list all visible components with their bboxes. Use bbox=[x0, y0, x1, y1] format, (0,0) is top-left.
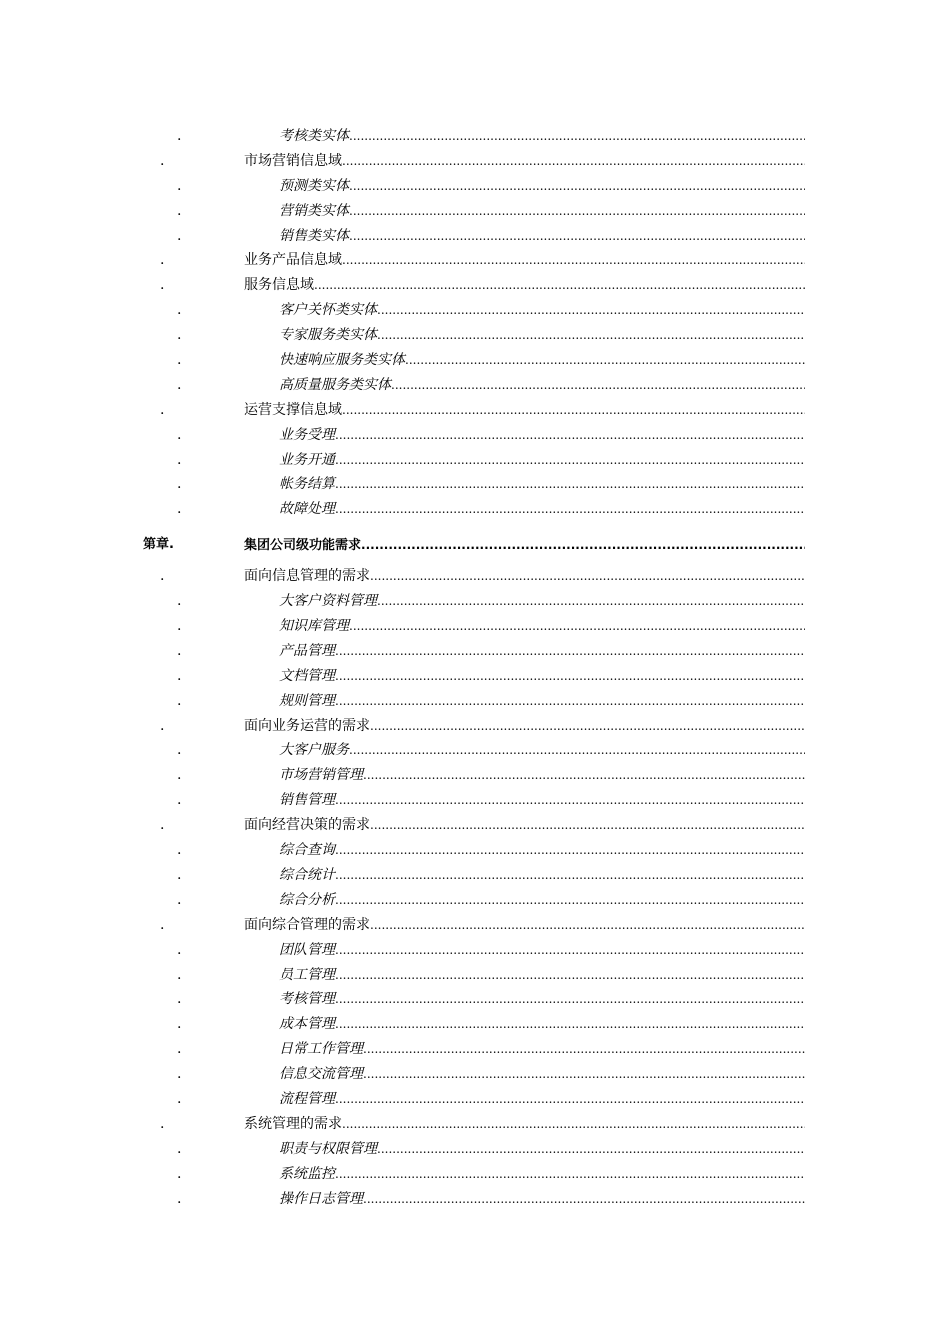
toc-subsection-entry[interactable] bbox=[0, 448, 950, 473]
toc-subsection-entry[interactable] bbox=[0, 423, 950, 448]
toc-entry-title: 成本管理 bbox=[279, 1016, 335, 1033]
toc-dot-leader bbox=[370, 564, 805, 589]
toc-subsection-entry[interactable] bbox=[0, 1012, 950, 1037]
toc-entry-title: 考核管理 bbox=[279, 991, 335, 1008]
toc-entry-number: . bbox=[160, 252, 165, 269]
toc-entry-number: . bbox=[177, 642, 182, 659]
toc-entry-title: 大客户资料管理 bbox=[279, 593, 377, 610]
toc-entry-title: 专家服务类实体 bbox=[279, 327, 377, 344]
toc-dot-leader bbox=[342, 149, 805, 174]
toc-entry-title: 面向综合管理的需求 bbox=[244, 916, 370, 933]
toc-entry-number: . bbox=[177, 327, 182, 344]
toc-subsection-entry[interactable] bbox=[0, 863, 950, 888]
toc-entry-number: . bbox=[177, 618, 182, 635]
table-of-contents bbox=[0, 124, 950, 1211]
toc-dot-leader bbox=[335, 497, 805, 522]
toc-dot-leader bbox=[363, 763, 805, 788]
toc-entry-number: . bbox=[160, 717, 165, 734]
toc-dot-leader bbox=[335, 963, 805, 988]
toc-entry-title: 日常工作管理 bbox=[279, 1041, 363, 1058]
toc-entry-title: 流程管理 bbox=[279, 1090, 335, 1107]
toc-entry-line bbox=[279, 987, 805, 1012]
toc-entry-title: 职责与权限管理 bbox=[279, 1140, 377, 1157]
toc-entry-line bbox=[244, 149, 805, 174]
toc-subsection-entry[interactable] bbox=[0, 497, 950, 522]
toc-entry-title: 市场营销管理 bbox=[279, 767, 363, 784]
toc-entry-line bbox=[279, 838, 805, 863]
toc-entry-number: . bbox=[160, 152, 165, 169]
toc-dot-leader bbox=[405, 348, 805, 373]
toc-subsection-entry[interactable] bbox=[0, 838, 950, 863]
toc-dot-leader bbox=[349, 174, 805, 199]
toc-entry-line bbox=[279, 423, 805, 448]
toc-entry-number: 第章. bbox=[143, 537, 174, 553]
toc-entry-number: . bbox=[160, 1115, 165, 1132]
toc-entry-line bbox=[279, 863, 805, 888]
toc-entry-line bbox=[279, 763, 805, 788]
toc-dot-leader bbox=[335, 938, 805, 963]
toc-entry-line bbox=[279, 689, 805, 714]
toc-entry-line bbox=[279, 298, 805, 323]
toc-dot-leader bbox=[391, 373, 805, 398]
toc-subsection-entry[interactable] bbox=[0, 689, 950, 714]
toc-entry-line bbox=[279, 1087, 805, 1112]
toc-entry-number: . bbox=[177, 1190, 182, 1207]
toc-entry-line bbox=[279, 888, 805, 913]
toc-dot-leader bbox=[314, 273, 805, 298]
toc-subsection-entry[interactable] bbox=[0, 763, 950, 788]
toc-dot-leader bbox=[335, 448, 805, 473]
toc-dot-leader bbox=[377, 1137, 805, 1162]
toc-entry-line bbox=[279, 1012, 805, 1037]
toc-entry-line bbox=[279, 124, 805, 149]
toc-entry-title: 服务信息域 bbox=[244, 277, 314, 294]
toc-dot-leader bbox=[335, 888, 805, 913]
toc-dot-leader bbox=[377, 323, 805, 348]
toc-dot-leader bbox=[335, 1012, 805, 1037]
toc-entry-line bbox=[279, 1162, 805, 1187]
toc-entry-title: 面向业务运营的需求 bbox=[244, 717, 370, 734]
toc-dot-leader bbox=[363, 1187, 805, 1212]
toc-entry-line bbox=[244, 273, 805, 298]
toc-dot-leader bbox=[335, 423, 805, 448]
toc-entry-line bbox=[279, 348, 805, 373]
toc-entry-title: 考核类实体 bbox=[279, 128, 349, 144]
toc-entry-number: . bbox=[177, 501, 182, 518]
toc-dot-leader bbox=[349, 614, 805, 639]
toc-dot-leader bbox=[335, 472, 805, 497]
toc-subsection-entry[interactable] bbox=[0, 1037, 950, 1062]
toc-entry-title: 市场营销信息域 bbox=[244, 152, 342, 169]
toc-entry-title: 快速响应服务类实体 bbox=[279, 352, 405, 369]
toc-dot-leader bbox=[335, 838, 805, 863]
toc-entry-title: 客户关怀类实体 bbox=[279, 302, 377, 319]
toc-entry-title: 面向经营决策的需求 bbox=[244, 817, 370, 834]
toc-subsection-entry[interactable] bbox=[0, 199, 950, 224]
toc-entry-line bbox=[279, 224, 805, 249]
toc-entry-number: . bbox=[177, 227, 182, 244]
toc-section-entry[interactable] bbox=[0, 813, 950, 838]
toc-entry-number: . bbox=[177, 426, 182, 443]
toc-entry-number: . bbox=[177, 352, 182, 369]
toc-dot-leader bbox=[342, 248, 805, 273]
toc-subsection-entry[interactable] bbox=[0, 738, 950, 763]
toc-dot-leader bbox=[335, 689, 805, 714]
toc-entry-number: . bbox=[177, 1066, 182, 1083]
toc-entry-title: 团队管理 bbox=[279, 941, 335, 958]
toc-entry-number: . bbox=[177, 302, 182, 319]
toc-entry-title: 操作日志管理 bbox=[279, 1190, 363, 1207]
toc-entry-title: 文档管理 bbox=[279, 667, 335, 684]
toc-subsection-entry[interactable] bbox=[0, 1162, 950, 1187]
toc-dot-leader bbox=[349, 224, 805, 249]
toc-subsection-entry[interactable] bbox=[0, 1137, 950, 1162]
toc-entry-number: . bbox=[177, 128, 182, 144]
toc-entry-title: 面向信息管理的需求 bbox=[244, 568, 370, 585]
toc-entry-number: . bbox=[177, 742, 182, 759]
toc-entry-line bbox=[279, 199, 805, 224]
toc-dot-leader bbox=[349, 124, 805, 149]
toc-subsection-entry[interactable] bbox=[0, 664, 950, 689]
toc-subsection-entry[interactable] bbox=[0, 788, 950, 813]
toc-entry-line bbox=[279, 497, 805, 522]
toc-entry-title: 销售管理 bbox=[279, 792, 335, 809]
toc-chapter-entry[interactable] bbox=[0, 528, 950, 562]
toc-subsection-entry[interactable] bbox=[0, 938, 950, 963]
toc-entry-number: . bbox=[177, 792, 182, 809]
toc-subsection-entry[interactable] bbox=[0, 348, 950, 373]
toc-entry-title: 预测类实体 bbox=[279, 177, 349, 194]
toc-entry-number: . bbox=[177, 692, 182, 709]
toc-section-entry[interactable] bbox=[0, 248, 950, 273]
toc-entry-line bbox=[279, 1187, 805, 1212]
toc-dot-leader bbox=[335, 639, 805, 664]
toc-entry-line bbox=[244, 813, 805, 838]
toc-dot-leader bbox=[335, 664, 805, 689]
toc-dot-leader bbox=[342, 398, 805, 423]
toc-entry-title: 综合查询 bbox=[279, 842, 335, 859]
toc-entry-title: 系统监控 bbox=[279, 1165, 335, 1182]
toc-entry-title: 运营支撑信息域 bbox=[244, 401, 342, 418]
toc-entry-title: 销售类实体 bbox=[279, 227, 349, 244]
toc-dot-leader bbox=[335, 788, 805, 813]
toc-subsection-entry[interactable] bbox=[0, 373, 950, 398]
toc-entry-title: 系统管理的需求 bbox=[244, 1115, 342, 1132]
toc-entry-number: . bbox=[177, 891, 182, 908]
toc-entry-number: . bbox=[177, 593, 182, 610]
toc-dot-leader bbox=[335, 863, 805, 888]
toc-subsection-entry[interactable] bbox=[0, 987, 950, 1012]
toc-entry-line bbox=[279, 448, 805, 473]
toc-subsection-entry[interactable] bbox=[0, 124, 950, 149]
toc-entry-title: 信息交流管理 bbox=[279, 1066, 363, 1083]
toc-entry-number: . bbox=[177, 941, 182, 958]
toc-entry-title: 集团公司级功能需求 bbox=[244, 538, 362, 554]
toc-entry-number: . bbox=[177, 1041, 182, 1058]
toc-entry-line bbox=[279, 788, 805, 813]
toc-subsection-entry[interactable] bbox=[0, 1087, 950, 1112]
toc-entry-title: 知识库管理 bbox=[279, 618, 349, 635]
toc-entry-title: 员工管理 bbox=[279, 966, 335, 983]
toc-dot-leader bbox=[335, 1087, 805, 1112]
toc-dot-leader bbox=[377, 589, 805, 614]
toc-entry-line bbox=[279, 664, 805, 689]
toc-section-entry[interactable] bbox=[0, 273, 950, 298]
toc-entry-number: . bbox=[177, 1140, 182, 1157]
toc-entry-line bbox=[279, 174, 805, 199]
toc-entry-line bbox=[279, 589, 805, 614]
toc-entry-number: . bbox=[160, 817, 165, 834]
toc-dot-leader bbox=[370, 714, 805, 739]
toc-entry-line bbox=[279, 1137, 805, 1162]
toc-entry-number: . bbox=[177, 476, 182, 493]
toc-section-entry[interactable] bbox=[0, 398, 950, 423]
toc-dot-leader bbox=[377, 298, 805, 323]
toc-entry-line bbox=[244, 398, 805, 423]
toc-entry-number: . bbox=[177, 842, 182, 859]
toc-entry-title: 高质量服务类实体 bbox=[279, 376, 391, 393]
toc-entry-number: . bbox=[177, 451, 182, 468]
toc-entry-title: 规则管理 bbox=[279, 692, 335, 709]
toc-entry-number: . bbox=[177, 1016, 182, 1033]
toc-entry-line bbox=[279, 1062, 805, 1087]
toc-subsection-entry[interactable] bbox=[0, 323, 950, 348]
toc-dot-leader bbox=[349, 738, 805, 763]
toc-entry-number: . bbox=[177, 767, 182, 784]
toc-entry-title: 业务产品信息域 bbox=[244, 252, 342, 269]
toc-entry-title: 大客户服务 bbox=[279, 742, 349, 759]
toc-entry-line bbox=[279, 938, 805, 963]
toc-entry-title: 业务开通 bbox=[279, 451, 335, 468]
toc-section-entry[interactable] bbox=[0, 149, 950, 174]
toc-entry-line bbox=[244, 248, 805, 273]
toc-subsection-entry[interactable] bbox=[0, 639, 950, 664]
toc-dot-leader bbox=[349, 199, 805, 224]
toc-dot-leader bbox=[335, 1162, 805, 1187]
toc-entry-line bbox=[279, 639, 805, 664]
toc-dot-leader bbox=[342, 1112, 805, 1137]
toc-dot-leader bbox=[361, 528, 805, 562]
toc-entry-number: . bbox=[177, 991, 182, 1008]
toc-entry-line bbox=[244, 913, 805, 938]
toc-subsection-entry[interactable] bbox=[0, 614, 950, 639]
toc-entry-number: . bbox=[177, 1165, 182, 1182]
toc-entry-number: . bbox=[177, 866, 182, 883]
toc-entry-number: . bbox=[177, 667, 182, 684]
toc-subsection-entry[interactable] bbox=[0, 589, 950, 614]
toc-entry-line bbox=[279, 963, 805, 988]
toc-entry-number: . bbox=[160, 277, 165, 294]
toc-entry-number: . bbox=[177, 1090, 182, 1107]
toc-entry-number: . bbox=[160, 568, 165, 585]
toc-entry-line bbox=[244, 564, 805, 589]
toc-subsection-entry[interactable] bbox=[0, 174, 950, 199]
toc-section-entry[interactable] bbox=[0, 1112, 950, 1137]
toc-entry-line bbox=[244, 714, 805, 739]
toc-entry-number: . bbox=[177, 966, 182, 983]
toc-dot-leader bbox=[370, 813, 805, 838]
toc-entry-title: 产品管理 bbox=[279, 642, 335, 659]
toc-entry-line bbox=[279, 472, 805, 497]
toc-section-entry[interactable] bbox=[0, 714, 950, 739]
toc-entry-line bbox=[279, 614, 805, 639]
toc-subsection-entry[interactable] bbox=[0, 298, 950, 323]
toc-dot-leader bbox=[363, 1062, 805, 1087]
toc-entry-number: . bbox=[177, 177, 182, 194]
toc-entry-line bbox=[279, 738, 805, 763]
toc-subsection-entry[interactable] bbox=[0, 963, 950, 988]
toc-subsection-entry[interactable] bbox=[0, 472, 950, 497]
toc-entry-number: . bbox=[177, 202, 182, 219]
toc-section-entry[interactable] bbox=[0, 564, 950, 589]
toc-section-entry[interactable] bbox=[0, 913, 950, 938]
toc-subsection-entry[interactable] bbox=[0, 1062, 950, 1087]
toc-subsection-entry[interactable] bbox=[0, 224, 950, 249]
toc-entry-line bbox=[244, 1112, 805, 1137]
toc-entry-number: . bbox=[177, 376, 182, 393]
toc-entry-title: 综合统计 bbox=[279, 866, 335, 883]
toc-entry-line bbox=[279, 373, 805, 398]
toc-entry-line bbox=[279, 323, 805, 348]
toc-entry-number: . bbox=[160, 916, 165, 933]
toc-entry-line bbox=[244, 528, 805, 563]
toc-dot-leader bbox=[370, 913, 805, 938]
toc-entry-title: 帐务结算 bbox=[279, 476, 335, 493]
toc-dot-leader bbox=[363, 1037, 805, 1062]
toc-subsection-entry[interactable] bbox=[0, 1187, 950, 1212]
toc-entry-title: 营销类实体 bbox=[279, 202, 349, 219]
toc-entry-title: 业务受理 bbox=[279, 426, 335, 443]
toc-entry-title: 故障处理 bbox=[279, 501, 335, 518]
toc-entry-title: 综合分析 bbox=[279, 891, 335, 908]
toc-entry-line bbox=[279, 1037, 805, 1062]
toc-subsection-entry[interactable] bbox=[0, 888, 950, 913]
toc-dot-leader bbox=[335, 987, 805, 1012]
toc-entry-number: . bbox=[160, 401, 165, 418]
